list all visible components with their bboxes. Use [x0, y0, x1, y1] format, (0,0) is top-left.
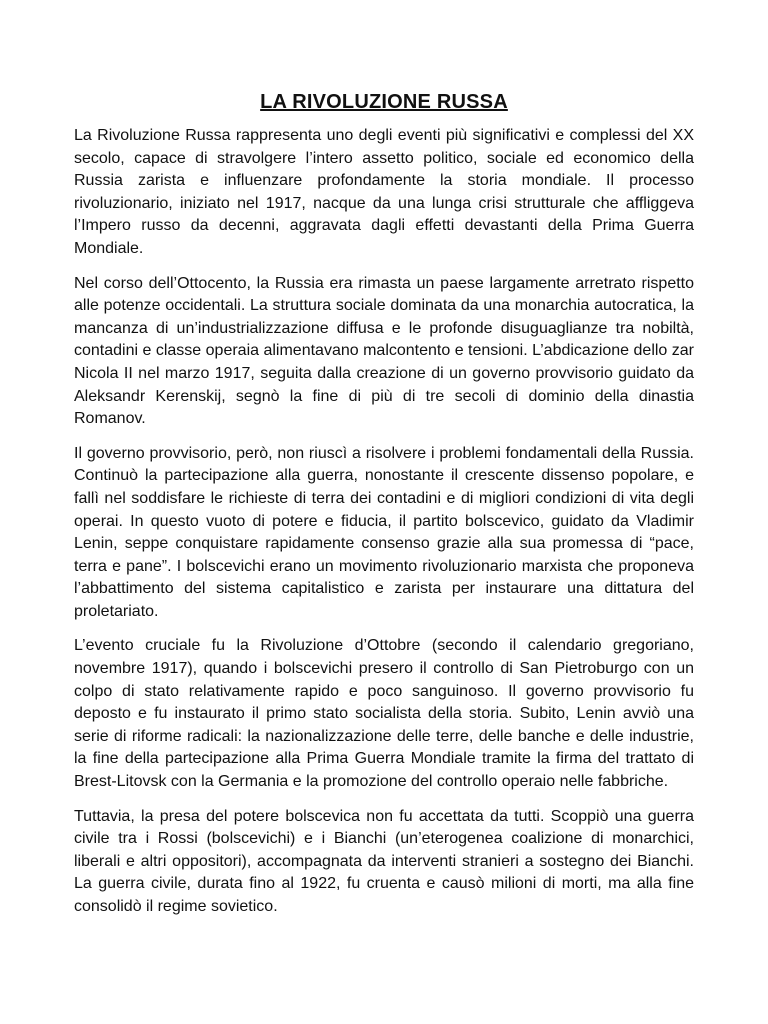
document-title: LA RIVOLUZIONE RUSSA: [260, 91, 508, 113]
paragraph-4: L’evento cruciale fu la Rivoluzione d’Ottobre (secondo il calendario gregoriano, novembre 1917), quando i bolscevichi presero il controllo di San Pietroburgo con un colpo di stato relativamente rapido e poco sanguinoso. Il governo provvisorio fu deposto e fu instaurato il primo stato socialista della storia. Subito, Lenin avviò una serie di riforme radicali: la nazionalizzazione delle terre, delle banche e delle industrie, la fine della partecipazione alla Prima Guerra Mondiale tramite la firma del trattato di Brest-Litovsk con la Germania e la promozione del controllo operaio nelle fabbriche.: [74, 637, 694, 791]
paragraph-5: Tuttavia, la presa del potere bolscevica non fu accettata da tutti. Scoppiò una guerra civile tra i Rossi (bolscevichi) e i Bianchi (un’eterogenea coalizione di monarchici, liberali e altri oppositori), accompagnata da interventi stranieri a sostegno dei Bianchi. La guerra civile, durata fino al 1922, fu cruenta e causò milioni di morti, ma alla fine consolidò il regime sovietico.: [74, 807, 694, 915]
paragraph-1: La Rivoluzione Russa rappresenta uno degli eventi più significativi e complessi del XX secolo, capace di stravolgere l’intero assetto politico, sociale ed economico della Russia zarista e influenzare profondamente la storia mondiale. Il processo rivoluzionario, iniziato nel 1917, nacque da una lunga crisi strutturale che affliggeva l’Impero russo da decenni, aggravata dagli effetti devastanti della Prima Guerra Mondiale.: [74, 127, 694, 257]
paragraph-3: Il governo provvisorio, però, non riuscì a risolvere i problemi fondamentali della Russia. Continuò la partecipazione alla guerra, nonostante il crescente dissenso popolare, e fallì nel soddisfare le richieste di terra dei contadini e di migliori condizioni di vita degli operai. In questo vuoto di potere e fiducia, il partito bolscevico, guidato da Vladimir Lenin, seppe conquistare rapidamente consenso grazie alla sua promessa di “pace, terra e pane”. I bolscevichi erano un movimento rivoluzionario marxista che proponeva l’abbattimento del sistema capitalistico e zarista per instaurare una dittatura del proletariato.: [74, 444, 694, 620]
paragraph-2: Nel corso dell’Ottocento, la Russia era rimasta un paese largamente arretrato rispetto alle potenze occidentali. La struttura sociale dominata da una monarchia autocratica, la mancanza di un’industrializzazione diffusa e le profonde disuguaglianze tra nobiltà, contadini e classe operaia alimentavano malcontento e tensioni. L’abdicazione dello zar Nicola II nel marzo 1917, seguita dalla creazione di un governo provvisorio guidato da Aleksandr Kerenskij, segnò la fine di più di tre secoli di dominio della dinastia Romanov.: [74, 274, 694, 428]
